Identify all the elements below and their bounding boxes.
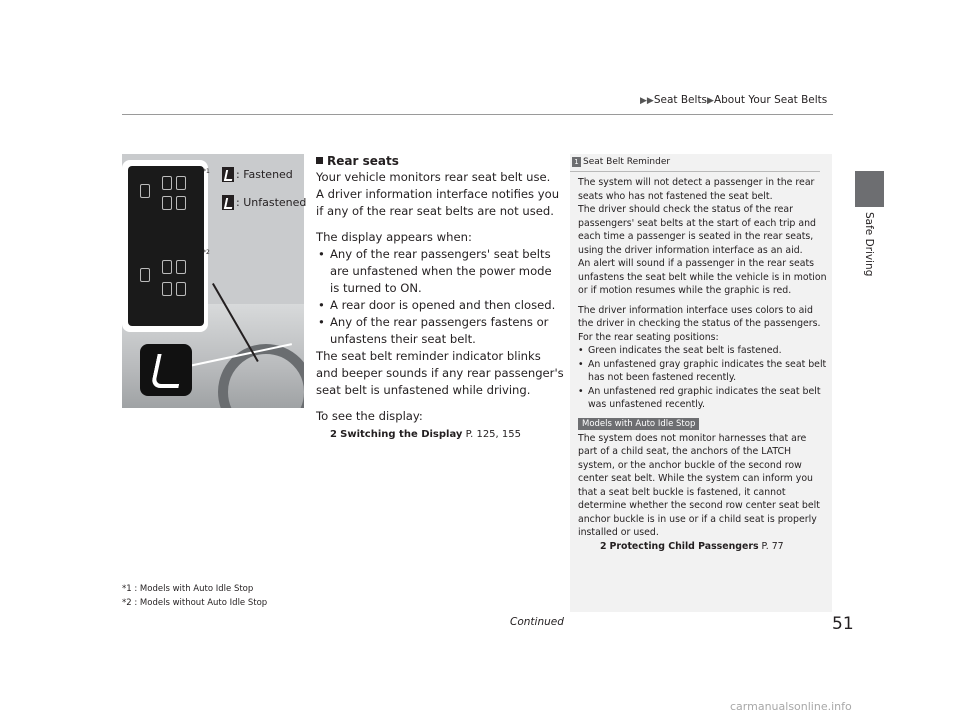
seat-belt-reminder-note (570, 154, 832, 612)
list-item: • Any of the rear passengers' seat belts are unfastened when the power mode is turned to ON. (316, 246, 564, 297)
note-paragraph: The driver information interface uses colors to aid the driver in checking the status of the passengers. (578, 304, 821, 329)
legend-unfastened (222, 195, 306, 210)
list-item: • Any of the rear passengers fastens or unfastens their seat belt. (316, 314, 564, 348)
paragraph: A driver information interface notifies you if any of the rear seat belts are not used. (316, 187, 560, 218)
chapter-label-text: Safe Driving (863, 212, 875, 277)
note-divider (570, 171, 820, 172)
reference-arrow-icon: 2 (330, 429, 337, 440)
legend-unfastened-label: : Unfastened (236, 196, 307, 209)
seat-icon (176, 196, 186, 210)
paragraph: The seat belt reminder indicator blinks and beeper sounds if any rear passenger's seat belt is unfastened while driving. (316, 349, 564, 397)
note-number-icon: 1 (572, 157, 581, 167)
condition-list (316, 246, 564, 348)
footnote-marker-1: *1 (203, 168, 210, 175)
breadcrumb-arrow-icon: ▶▶ (640, 96, 654, 106)
model-badge: Models with Auto Idle Stop (578, 418, 699, 430)
note-body (578, 176, 828, 553)
breadcrumb-item-seat-belts[interactable]: Seat Belts (653, 94, 708, 106)
page-number: 51 (832, 614, 854, 634)
reference-arrow-icon: 2 (600, 540, 607, 552)
watermark: carmanualsonline.info (730, 700, 852, 713)
xref-label[interactable]: Switching the Display (340, 429, 463, 440)
seat-icon (162, 196, 172, 210)
section-title (316, 154, 564, 169)
seat-icon (176, 260, 186, 274)
seat-icon (162, 282, 172, 296)
legend-fastened-label: : Fastened (236, 168, 293, 181)
section-title-text: Rear seats (327, 154, 399, 168)
note-paragraph: For the rear seating positions: (578, 331, 719, 343)
legend-fastened (222, 167, 293, 182)
list-item: • A rear door is opened and then closed. (316, 297, 564, 314)
seat-icon (176, 282, 186, 296)
seat-icon (162, 260, 172, 274)
footnote-marker-2: *2 (203, 249, 210, 256)
seat-icon (140, 184, 150, 198)
footnote-item: *2 : Models without Auto Idle Stop (122, 598, 268, 608)
chapter-side-label (849, 212, 889, 292)
seat-belt-unfastened-icon (222, 195, 234, 210)
xref-label[interactable]: Protecting Child Passengers (609, 540, 759, 552)
section-square-icon (316, 157, 323, 164)
breadcrumb-item-about-seat-belts[interactable]: About Your Seat Belts (713, 94, 828, 106)
seat-belt-reminder-illustration (122, 154, 307, 408)
seat-belt-reminder-icon (140, 344, 192, 396)
paragraph: Your vehicle monitors rear seat belt use. (316, 170, 551, 184)
note-list-item: • An unfastened gray graphic indicates the seat belt has not been fastened recently. (578, 358, 828, 385)
note-list-item: • Green indicates the seat belt is fastened. (578, 344, 828, 358)
display-screen (128, 166, 204, 326)
note-list (578, 344, 828, 412)
continued-label: Continued (510, 616, 564, 628)
seat-icon (162, 176, 172, 190)
header-divider (122, 114, 833, 115)
cross-reference-child-passengers[interactable] (578, 540, 828, 554)
seat-icon (176, 176, 186, 190)
note-title-text: Seat Belt Reminder (583, 157, 671, 167)
chapter-tab-marker (855, 171, 884, 207)
breadcrumb (640, 94, 827, 106)
display-callout (122, 160, 208, 332)
footnote-item: *1 : Models with Auto Idle Stop (122, 584, 254, 594)
note-paragraph: The system does not monitor harnesses that are part of a child seat, the anchors of the LATCH system, or the anchor buckle of the second row center seat belt. While the system can inform you that a seat belt buckle is fastened, it cannot determine whether the second row center seat belt anchor buckle is in use or if a child seat is properly installed or used. (578, 432, 820, 538)
paragraph: To see the display: (316, 409, 423, 423)
xref-pages: P. 125, 155 (465, 429, 521, 440)
cross-reference-switching-display[interactable] (316, 428, 564, 442)
seat-icon (140, 268, 150, 282)
note-paragraph: The system will not detect a passenger in the rear seats who has not fastened the seat belt. (578, 177, 815, 202)
note-paragraph: An alert will sound if a passenger in the rear seats unfastens the seat belt while the vehicle is in motion or if motion resumes while the graphic is red. (578, 258, 827, 296)
paragraph: The display appears when: (316, 230, 472, 244)
note-title (572, 157, 670, 167)
breadcrumb-arrow-icon: ▶ (707, 96, 714, 106)
note-paragraph: The driver should check the status of the rear passengers' seat belts at the start of each trip and each time a passenger is seated in the rear seats, using the driver information interface as an aid. (578, 204, 816, 256)
xref-page: P. 77 (761, 540, 784, 552)
main-content (316, 154, 564, 442)
note-list-item: • An unfastened red graphic indicates the seat belt was unfastened recently. (578, 385, 828, 412)
footnotes (122, 582, 267, 610)
seat-belt-fastened-icon (222, 167, 234, 182)
